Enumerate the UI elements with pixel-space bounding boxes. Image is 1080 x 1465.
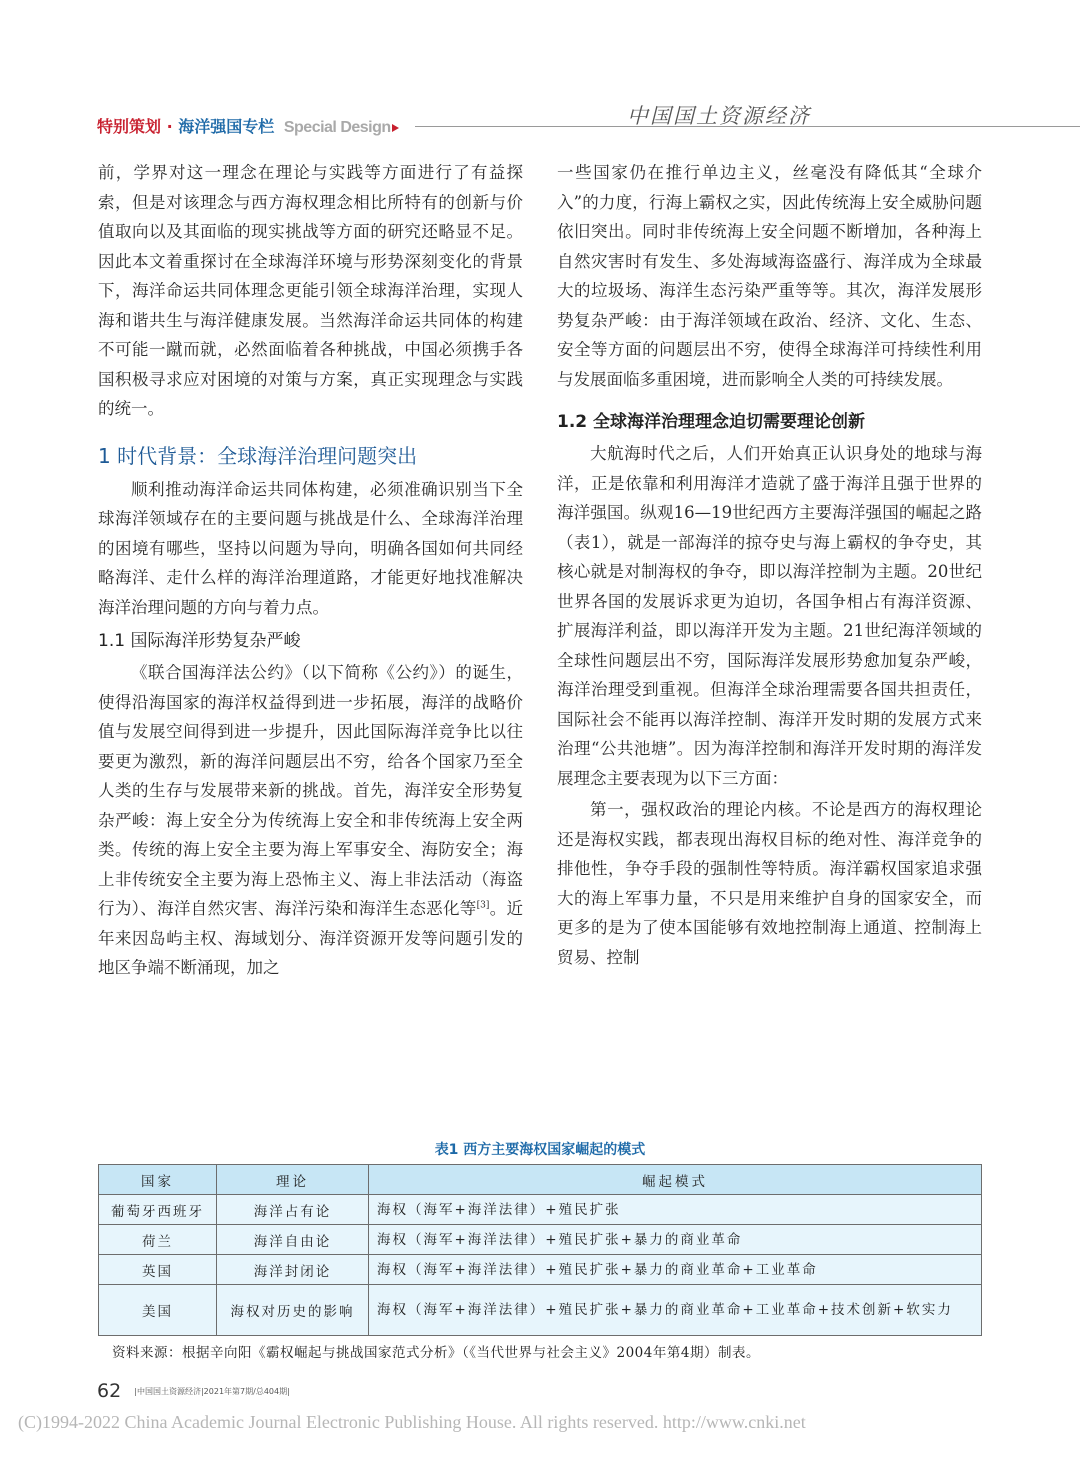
page-number: 62 bbox=[97, 1380, 122, 1402]
section-1-2-heading: 1.2 全球海洋治理理念迫切需要理论创新 bbox=[557, 412, 866, 432]
cell-theory: 海洋自由论 bbox=[217, 1225, 369, 1255]
intro-paragraph: 前，学界对这一理念在理论与实践等方面进行了有益探索，但是对该理念与西方海权理念相比所特有的创新与价值取向以及其面临的现实挑战等方面的研究还略显不足。因此本文着重探讨在全球海洋环境与形势深刻变化的背景下，海洋命运共同体理念更能引领全球海洋治理，实现人海和谐共生与海洋健康发展。当然海洋命运共同体的构建不可能一蹴而就，必然面临着各种挑战，中国必须携手各国积极寻求应对困境的对策与方案，真正实现理念与实践的统一。 bbox=[98, 163, 523, 418]
section-1-heading: 1 时代背景：全球海洋治理问题突出 bbox=[98, 443, 418, 468]
left-column bbox=[98, 158, 523, 983]
section-1-1-heading: 1.1 国际海洋形势复杂严峻 bbox=[98, 631, 301, 651]
cell-country: 美国 bbox=[99, 1285, 217, 1336]
cell-theory: 海权对历史的影响 bbox=[217, 1285, 369, 1336]
section-kicker bbox=[97, 114, 399, 137]
section-1-1-paragraph bbox=[98, 658, 523, 983]
citation-link[interactable]: [3] bbox=[476, 900, 490, 911]
journal-masthead: 中国国土资源经济 bbox=[627, 104, 811, 128]
cell-mode: 海权（海军+海洋法律）+殖民扩张+暴力的商业革命 bbox=[369, 1225, 982, 1255]
table-source-note: 资料来源：根据辛向阳《霸权崛起与挑战国家范式分析》（《当代世界与社会主义》2004年第4期）制表。 bbox=[112, 1345, 760, 1361]
table-row bbox=[99, 1285, 982, 1336]
cell-theory: 海洋占有论 bbox=[217, 1195, 369, 1225]
copyright-notice: (C)1994-2022 China Academic Journal Electronic Publishing House. All rights reserved. http://www.cnki.net bbox=[18, 1412, 806, 1432]
kicker-special-feature: 特别策划 bbox=[97, 117, 162, 136]
section-1-1-text-b: 。近年来因岛屿主权、海域划分、海洋资源开发等问题引发的地区争端不断涌现，加之 bbox=[98, 899, 524, 977]
continuation-paragraph: 一些国家仍在推行单边主义，丝毫没有降低其“全球介入”的力度，行海上霸权之实，因此传统海上安全威胁问题依旧突出。同时非传统海上安全问题不断增加，各种海上自然灾害时有发生、多处海域海盗盛行、海洋成为全球最大的垃圾场、海洋生态污染严重等等。其次，海洋发展形势复杂严峻：由于海洋领域在政治、经济、文化、生态、安全等方面的问题层出不穷，使得全球海洋可持续性利用与发展面临多重困境，进而影响全人类的可持续发展。 bbox=[557, 163, 982, 389]
page-header bbox=[97, 100, 1080, 140]
table-row bbox=[99, 1255, 982, 1285]
kicker-english: Special Design bbox=[283, 119, 391, 136]
table-row bbox=[99, 1225, 982, 1255]
kicker-column-name: 海洋强国专栏 bbox=[178, 117, 275, 136]
first-point-paragraph: 第一，强权政治的理论内核。不论是西方的海权理论还是海权实践，都表现出海权目标的绝对性、海洋竞争的排他性，争夺手段的强制性等特质。海洋霸权国家追求强大的海上军事力量，不只是用来维护自身的国家安全，而更多的是为了使本国能够有效地控制海上通道、控制海上贸易、控制 bbox=[557, 800, 982, 967]
cell-country: 葡萄牙西班牙 bbox=[99, 1195, 217, 1225]
cell-mode: 海权（海军+海洋法律）+殖民扩张 bbox=[369, 1195, 982, 1225]
journal-issue-info: |中国国土资源经济|2021年第7期/总404期| bbox=[134, 1386, 290, 1396]
cell-country: 英国 bbox=[99, 1255, 217, 1285]
table-caption: 表1 西方主要海权国家崛起的模式 bbox=[434, 1142, 646, 1158]
section-1-paragraph: 顺利推动海洋命运共同体构建，必须准确识别当下全球海洋领域存在的主要问题与挑战是什么、全球海洋治理的困境有哪些，坚持以问题为导向，明确各国如何共同经略海洋、走什么样的海洋治理道路，才能更好地找准解决海洋治理问题的方向与着力点。 bbox=[98, 479, 523, 617]
header-theory: 理论 bbox=[217, 1165, 369, 1195]
cell-country: 荷兰 bbox=[99, 1225, 217, 1255]
header-rise-mode: 崛起模式 bbox=[369, 1165, 982, 1195]
triangle-arrow-icon bbox=[392, 124, 399, 132]
kicker-separator: · bbox=[166, 117, 173, 136]
header-country: 国家 bbox=[99, 1165, 217, 1195]
section-1-2-paragraph: 大航海时代之后，人们开始真正认识身处的地球与海洋，正是依靠和利用海洋才造就了盛于海洋且强于世界的海洋强国。纵观16—19世纪西方主要海洋强国的崛起之路（表1），就是一部海洋的掠夺史与海上霸权的争夺史，其核心就是对制海权的争夺，即以海洋控制为主题。20世纪世界各国的发展诉求更为迫切，各国争相占有海洋资源、扩展海洋利益，即以海洋开发为主题。21世纪海洋领域的全球性问题层出不穷，国际海洋发展形势愈加复杂严峻，海洋治理受到重视。但海洋全球治理需要各国共担责任，国际社会不能再以海洋控制、海洋开发时期的发展方式来治理“公共池塘”。因为海洋控制和海洋开发时期的海洋发展理念主要表现为以下三方面： bbox=[557, 444, 982, 788]
section-1-1-text-a: 《联合国海洋法公约》（以下简称《公约》）的诞生，使得沿海国家的海洋权益得到进一步拓展，海洋的战略价值与发展空间得到进一步提升，因此国际海洋竞争比以往要更为激烈，新的海洋问题层出不穷，给各个国家乃至全人类的生存与发展带来新的挑战。首先，海洋安全形势复杂严峻：海上安全分为传统海上安全和非传统海上安全两类。传统的海上安全主要为海上军事安全、海防安全；海上非传统安全主要为海上恐怖主义、海上非法活动（海盗行为）、海洋自然灾害、海洋污染和海洋生态恶化等 bbox=[98, 663, 523, 918]
table-rise-patterns bbox=[98, 1164, 982, 1336]
cell-mode: 海权（海军+海洋法律）+殖民扩张+暴力的商业革命+工业革命+技术创新+软实力 bbox=[369, 1285, 982, 1336]
table-header-row bbox=[99, 1165, 982, 1195]
right-column bbox=[557, 158, 982, 972]
cell-theory: 海洋封闭论 bbox=[217, 1255, 369, 1285]
table-row bbox=[99, 1195, 982, 1225]
cell-mode: 海权（海军+海洋法律）+殖民扩张+暴力的商业革命+工业革命 bbox=[369, 1255, 982, 1285]
page-footer bbox=[97, 1380, 290, 1402]
